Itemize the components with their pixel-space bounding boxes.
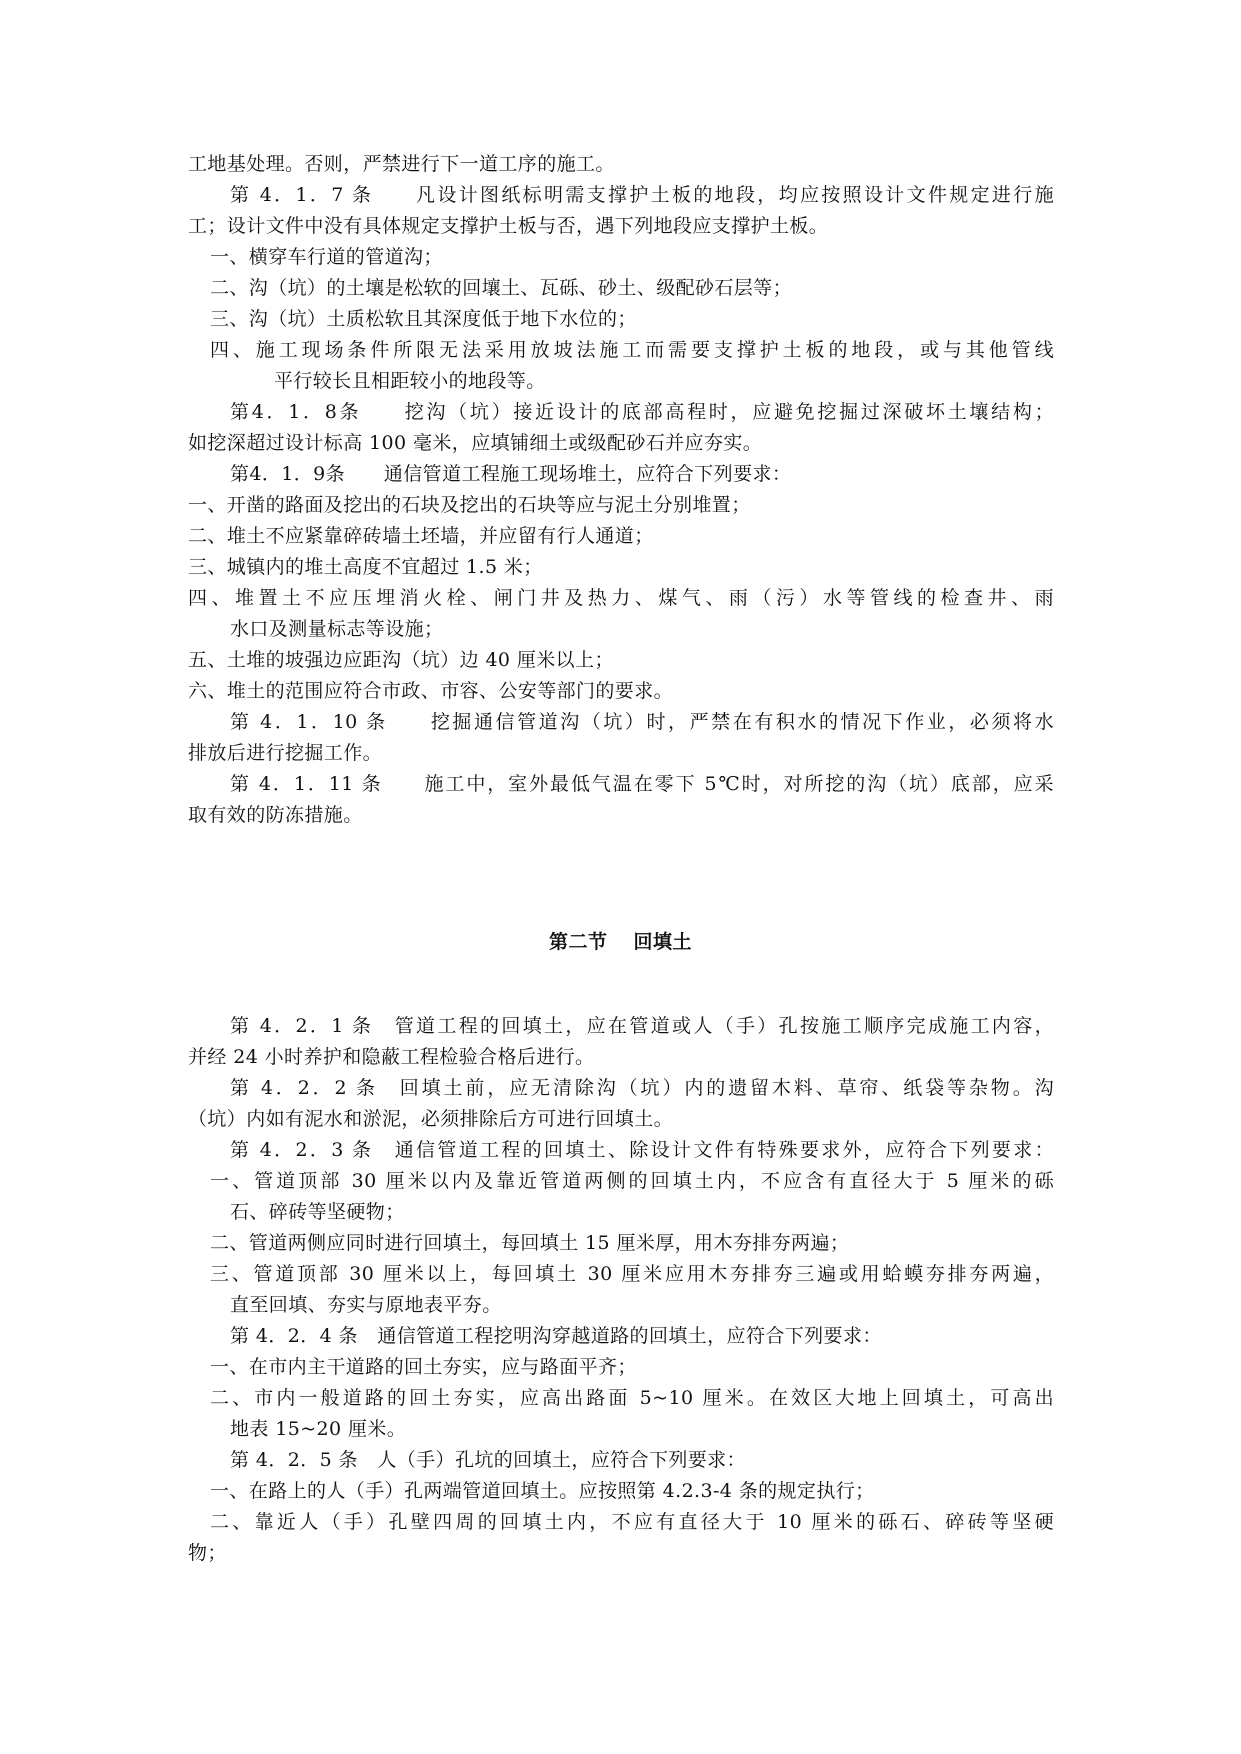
paragraph-line: 物； bbox=[188, 1542, 227, 1564]
clause-4-1-10: 第 4．1．10 条 挖掘通信管道沟（坑）时，严禁在有积水的情况下作业，必须将水 bbox=[230, 711, 1054, 733]
section-number: 第二节 bbox=[548, 931, 608, 953]
list-item: 三、管道顶部 30 厘米以上，每回填土 30 厘米应用木夯排夯三遍或用蛤蟆夯排夯两遍， bbox=[210, 1263, 1054, 1285]
list-item: 二、沟（坑）的土壤是松软的回壤土、瓦砾、砂土、级配砂石层等； bbox=[210, 277, 793, 299]
list-item: 五、土堆的坡强边应距沟（坑）边 40 厘米以上； bbox=[188, 649, 614, 671]
paragraph-line: 并经 24 小时养护和隐蔽工程检验合格后进行。 bbox=[188, 1046, 595, 1068]
list-item: 四、堆置土不应压埋消火栓、闸门井及热力、煤气、雨（污）水等管线的检查井、雨 bbox=[188, 587, 1054, 609]
paragraph-line: 工；设计文件中没有具体规定支撑护土板与否，遇下列地段应支撑护土板。 bbox=[188, 215, 829, 237]
clause-4-1-11: 第 4．1．11 条 施工中，室外最低气温在零下 5℃时，对所挖的沟（坑）底部，应采 bbox=[230, 773, 1054, 795]
clause-4-2-4: 第 4．2．4 条 通信管道工程挖明沟穿越道路的回填土，应符合下列要求： bbox=[230, 1325, 882, 1347]
paragraph-line: 排放后进行挖掘工作。 bbox=[188, 742, 383, 764]
list-item: 三、沟（坑）土质松软且其深度低于地下水位的； bbox=[210, 308, 637, 330]
list-item: 二、堆土不应紧靠碎砖墙土坯墙，并应留有行人通道； bbox=[188, 525, 654, 547]
clause-4-1-8: 第4．1．8条 挖沟（坑）接近设计的底部高程时，应避免挖掘过深破坏土壤结构； bbox=[230, 401, 1054, 423]
clause-4-1-7: 第 4．1．7 条 凡设计图纸标明需支撑护土板的地段，均应按照设计文件规定进行施 bbox=[230, 184, 1054, 206]
paragraph-line: 工地基处理。否则，严禁进行下一道工序的施工。 bbox=[188, 153, 615, 175]
clause-4-2-1: 第 4．2．1 条 管道工程的回填土，应在管道或人（手）孔按施工顺序完成施工内容， bbox=[230, 1015, 1054, 1037]
paragraph-line: 取有效的防冻措施。 bbox=[188, 804, 363, 826]
list-item-continuation: 石、碎砖等坚硬物； bbox=[230, 1201, 405, 1223]
clause-4-2-2: 第 4．2．2 条 回填土前，应无清除沟（坑）内的遗留木料、草帘、纸袋等杂物。沟 bbox=[230, 1077, 1054, 1099]
clause-4-2-5: 第 4．2．5 条 人（手）孔坑的回填土，应符合下列要求： bbox=[230, 1449, 746, 1471]
list-item-continuation: 平行较长且相距较小的地段等。 bbox=[274, 370, 546, 392]
section-1-continuation bbox=[188, 149, 1054, 831]
list-item: 三、城镇内的堆土高度不宜超过 1.5 米； bbox=[188, 556, 543, 578]
clause-4-1-9: 第4．1．9条 通信管道工程施工现场堆土，应符合下列要求： bbox=[230, 463, 792, 485]
paragraph-line: 如挖深超过设计标高 100 毫米，应填铺细土或级配砂石并应夯实。 bbox=[188, 432, 763, 454]
section-heading bbox=[0, 927, 1241, 958]
paragraph-line: （坑）内如有泥水和淤泥，必须排除后方可进行回填土。 bbox=[188, 1108, 674, 1130]
list-item-continuation: 地表 15~20 厘米。 bbox=[230, 1418, 407, 1440]
list-item: 二、靠近人（手）孔壁四周的回填土内，不应有直径大于 10 厘米的砾石、碎砖等坚硬 bbox=[210, 1511, 1054, 1533]
list-item-continuation: 水口及测量标志等设施； bbox=[230, 618, 444, 640]
list-item: 四、施工现场条件所限无法采用放坡法施工而需要支撑护土板的地段，或与其他管线 bbox=[210, 339, 1054, 361]
list-item: 一、管道顶部 30 厘米以内及靠近管道两侧的回填土内，不应含有直径大于 5 厘米的砾 bbox=[210, 1170, 1054, 1192]
list-item: 一、开凿的路面及挖出的石块及挖出的石块等应与泥土分别堆置； bbox=[188, 494, 751, 516]
list-item: 六、堆土的范围应符合市政、市容、公安等部门的要求。 bbox=[188, 680, 674, 702]
list-item: 一、横穿车行道的管道沟； bbox=[210, 246, 443, 268]
clause-4-2-3: 第 4．2．3 条 通信管道工程的回填土、除设计文件有特殊要求外，应符合下列要求： bbox=[230, 1139, 1054, 1161]
list-item: 一、在市内主干道路的回土夯实，应与路面平齐； bbox=[210, 1356, 637, 1378]
section-name: 回填土 bbox=[633, 931, 693, 953]
list-item: 二、市内一般道路的回土夯实，应高出路面 5~10 厘米。在效区大地上回填土，可高出 bbox=[210, 1387, 1054, 1409]
section-2-body bbox=[188, 1011, 1054, 1569]
list-item-continuation: 直至回填、夯实与原地表平夯。 bbox=[230, 1294, 502, 1316]
list-item: 一、在路上的人（手）孔两端管道回填土。应按照第 4.2.3-4 条的规定执行； bbox=[210, 1480, 875, 1502]
list-item: 二、管道两侧应同时进行回填土，每回填土 15 厘米厚，用木夯排夯两遍； bbox=[210, 1232, 850, 1254]
